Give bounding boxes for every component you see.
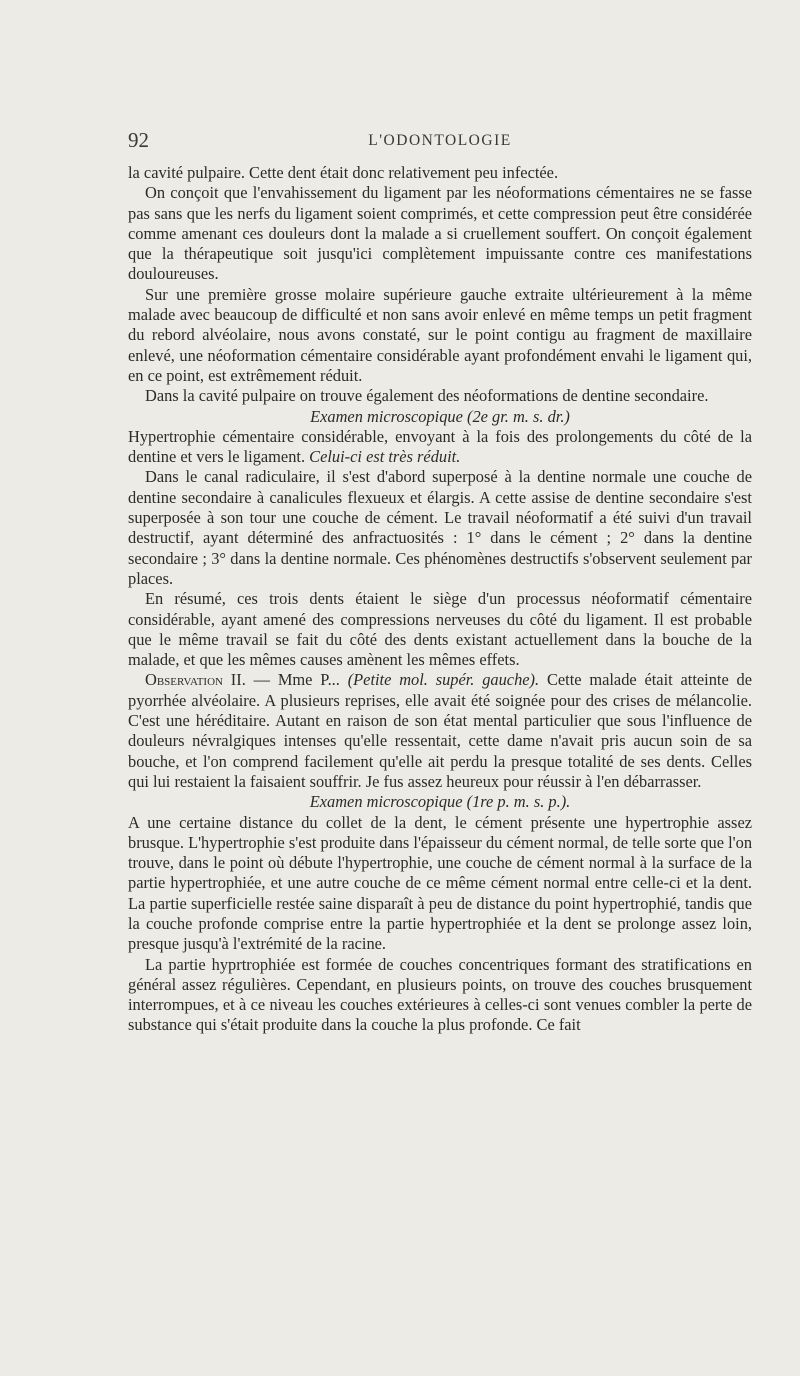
specimen-note: (Petite mol. supér. gauche). [347,670,540,690]
paragraph: En résumé, ces trois dents étaient le siège d'un processus néoformatif cémentaire considérable, ayant amené des compressions nerveuses du côté du ligament. Il est probable que le même travail se fait du côté des dents existant actuellement dans la bouche de la malade, et que les mêmes causes amènent les mêmes effets. [128,589,752,670]
paragraph [128,670,752,792]
observation-label: Observation II. [145,670,246,690]
page-number: 92 [128,128,149,152]
body-text [128,163,752,1036]
paragraph: Dans le canal radiculaire, il s'est d'abord superposé à la dentine normale une couche de dentine secondaire à canalicules flexueux et élargis. A cette assise de dentine secondaire s'est superposée à son tour une couche de cément. Le travail néoformatif a été suivi d'un travail destructif, ayant déterminé des anfractuosités : 1° dans le cément ; 2° dans la dentine secondaire ; 3° dans la dentine normale. Ces phénomènes destructifs s'observent seulement par places. [128,467,752,588]
section-heading: Examen microscopique (1re p. m. s. p.). [309,792,571,812]
running-title: L'ODONTOLOGIE [368,132,512,149]
page-header [128,128,752,156]
paragraph: On conçoit que l'envahissement du ligament par les néoformations cémentaires ne se fasse pas sans que les nerfs du ligament soient comprimés, et cette compression peut être considérée comme amenant ces douleurs dont la malade a si cruellement souffert. On conçoit également que la thérapeutique soit jusqu'ici complètement impuissante contre ces manifestations douloureuses. [128,183,752,284]
paragraph: A une certaine distance du collet de la dent, le cément présente une hypertrophie assez brusque. L'hypertrophie s'est produite dans l'épaisseur du cément normal, de telle sorte que l'on trouve, dans le point où débute l'hypertrophie, une couche de cément normal à la surface de la partie hypertrophiée, et une autre couche de ce même cément normal entre celle-ci et la dent. La partie superficielle restée saine disparaît à peu de distance du point hypertrophié, tandis que la couche profonde comprise entre la partie hypertrophiée et la dent se prolonge assez loin, presque jusqu'à l'extrémité de la racine. [128,812,753,954]
section-heading: Examen microscopique (2e gr. m. s. dr.) [310,406,570,426]
paragraph [128,427,752,468]
paragraph-text: Cette malade était atteinte de pyorrhée alvéolaire. A plusieurs reprises, elle avait été soignée pour des crises de mélancolie. C'est une héréditaire. Autant en raison de son état mental particulier que sous l'influence de douleurs névralgiques intenses qu'elle ressentait, cette dame n'avait pris aucun soin de sa bouche, et l'on comprend facilement qu'elle ait perdu la presque totalité de ses dents. Celles qui lui restaient la faisaient souffrir. Je fus assez heureux pour réussir à l'en débarrasser. [128,670,753,791]
paragraph-text: Hypertrophie cémentaire considérable, envoyant à la fois des prolongements du côté de la dentine et vers le ligament. [128,426,752,467]
italic-note: Celui-ci est très réduit. [309,447,461,467]
paragraph: Dans la cavité pulpaire on trouve également des néoformations de dentine secondaire. [145,386,709,406]
paragraph: Sur une première grosse molaire supérieure gauche extraite ultérieurement à la même malade avec beaucoup de difficulté et non sans avoir enlevé en même temps un petit fragment du rebord alvéolaire, nous avons constaté, sur le point contigu au fragment de maxillaire enlevé, une néoformation cémentaire considérable ayant profondément envahi le ligament qui, en ce point, est extrêmement réduit. [128,284,752,385]
patient-name: — Mme P... [253,670,340,690]
paragraph: La partie hyprtrophiée est formée de couches concentriques formant des stratifications en général assez régulières. Cependant, en plusieurs points, on trouve des couches brusquement interrompues, et à ce niveau les couches extérieures à celles-ci sont venues combler la perte de substance qui s'était produite dans la couche la plus profonde. Ce fait [128,954,752,1035]
paragraph: la cavité pulpaire. Cette dent était donc relativement peu infectée. [128,163,559,182]
